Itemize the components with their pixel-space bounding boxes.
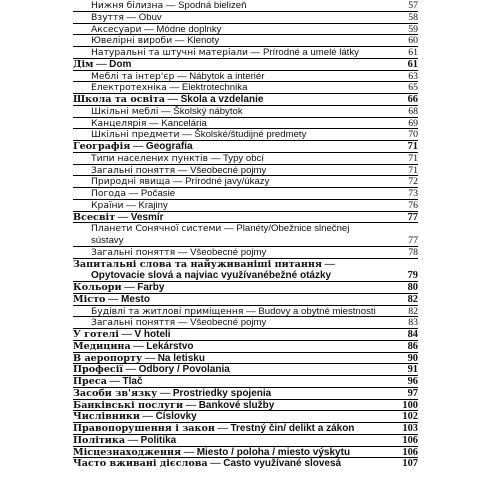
dash-separator: — (243, 305, 259, 317)
toc-entry-label (91, 200, 398, 212)
dash-separator: — (121, 282, 138, 293)
page-number: 84 (407, 329, 418, 340)
dash-separator: — (181, 446, 197, 458)
slovak-term: Vesmír (130, 211, 164, 223)
toc-section-entry (73, 447, 418, 459)
page-number: 82 (408, 305, 418, 317)
ukrainian-term: Кольори (73, 282, 122, 293)
ukrainian-term: Природні явища (91, 176, 171, 188)
page-number: 72 (408, 176, 418, 188)
page-number: 58 (408, 11, 418, 23)
toc-subsection-entry (73, 47, 418, 59)
page-number: 106 (402, 434, 418, 446)
slovak-term: Školský nábytok (173, 105, 243, 117)
toc-entry-label (73, 259, 398, 282)
slovak-term: Tlač (122, 376, 143, 387)
ukrainian-term: Місто (73, 293, 106, 305)
toc-entry-label (91, 153, 398, 165)
slovak-term: Spodná bielizeň (178, 0, 247, 11)
page-number: 77 (407, 211, 418, 223)
slovak-term: Prostriedky spojenia (172, 387, 272, 399)
toc-section-entry (73, 364, 418, 376)
ukrainian-term: Числівники (73, 411, 140, 423)
toc-entry-label (73, 400, 398, 412)
toc-entry-label (91, 223, 398, 246)
toc-entry-label (73, 141, 398, 153)
slovak-term: Prírodné javy/úkazy (185, 176, 270, 188)
dash-separator: — (163, 0, 179, 11)
dash-separator: — (214, 423, 231, 434)
ukrainian-term: Медицина (73, 340, 131, 352)
toc-entry-label (73, 294, 398, 306)
slovak-term: Všeobecné pojmy (190, 246, 267, 258)
toc-section-entry (73, 282, 418, 294)
ukrainian-term: Всесвіт (73, 211, 116, 223)
page-number: 69 (408, 117, 418, 129)
page-number: 80 (407, 282, 418, 293)
slovak-term: Všeobecné pojmy (190, 164, 267, 176)
dash-separator: — (142, 352, 158, 364)
page-number: 96 (407, 376, 418, 387)
slovak-term: Krajiny (138, 199, 168, 211)
dash-separator: — (125, 188, 141, 199)
ukrainian-term: Преса (73, 376, 107, 387)
toc-section-entry (73, 212, 418, 224)
dash-separator: — (130, 340, 147, 352)
slovak-term: Nábytok a interiér (189, 70, 265, 82)
ukrainian-term: В аеропорту (73, 352, 143, 364)
page-number: 86 (407, 340, 418, 352)
ukrainian-term: Нижня білизна (91, 0, 164, 11)
page-number: 61 (408, 47, 418, 58)
toc-entry-label (73, 59, 398, 71)
page-number: 82 (407, 293, 418, 305)
ukrainian-term: Запитальні слова та найуживаніші питання (73, 258, 323, 270)
slovak-term: Budovy a obytné miestnosti (258, 305, 376, 317)
dash-separator: — (125, 434, 141, 446)
page-number: 65 (408, 82, 418, 94)
page-number: 106 (402, 446, 418, 458)
page-number: 90 (407, 352, 418, 364)
toc-entry-label (91, 247, 398, 259)
dash-separator: — (115, 211, 131, 223)
slovak-term: Na letisku (157, 352, 205, 364)
page-number: 77 (408, 235, 418, 246)
dash-separator: — (146, 117, 162, 129)
toc-entry-label (73, 458, 398, 470)
slovak-term: Mesto (121, 293, 150, 305)
slovak-term: Miesto / poloha / miesto výskytu (196, 446, 351, 458)
slovak-term-continued: sústavy (91, 234, 124, 246)
ukrainian-term: Типи населених пунктів (91, 152, 209, 164)
toc-subsection-entry (73, 118, 418, 130)
toc-entry-label (91, 82, 398, 94)
toc-entry-label (91, 35, 398, 47)
toc-entry-label (73, 423, 398, 435)
toc-entry-label (73, 353, 398, 365)
dash-separator: — (175, 164, 191, 176)
dash-separator: — (208, 152, 223, 164)
toc-section-entry (73, 411, 418, 423)
page-number: 78 (408, 246, 418, 258)
slovak-term: Farby (137, 282, 165, 293)
dash-separator: — (248, 47, 263, 58)
ukrainian-term: Школа та освіта (73, 94, 166, 105)
toc-subsection-entry (73, 200, 418, 212)
toc-entry-label (73, 376, 398, 388)
dash-separator: — (179, 129, 195, 141)
slovak-term: Obuv (138, 11, 162, 23)
toc-section-entry (73, 341, 418, 353)
dash-separator: — (175, 317, 191, 329)
ukrainian-term: Аксесуари (91, 23, 142, 35)
dash-separator: — (322, 258, 336, 270)
dash-separator: — (157, 387, 173, 399)
toc-section-entry (73, 294, 418, 306)
dash-separator: — (158, 105, 174, 117)
dash-separator: — (130, 141, 146, 152)
slovak-term: Trestný čin/ delikt a zákon (230, 423, 355, 434)
toc-entry-label (73, 447, 398, 459)
toc-subsection-entry (73, 0, 418, 12)
ukrainian-term: Країни (91, 199, 124, 211)
ukrainian-term: Банківські послуги (73, 399, 184, 411)
page-number: 102 (402, 411, 418, 423)
dash-separator: — (93, 58, 110, 70)
ukrainian-term: Меблі та інтер'єр (91, 70, 175, 82)
page-number: 66 (407, 94, 418, 105)
dash-separator: — (123, 364, 139, 376)
toc-entry-label (91, 165, 398, 177)
dash-separator: — (166, 82, 182, 94)
toc-section-entry (73, 329, 418, 341)
toc-entry-label (91, 47, 398, 59)
ukrainian-term: Ювелірні вироби (91, 35, 173, 47)
ukrainian-term: Погода (91, 188, 126, 199)
dash-separator: — (170, 176, 186, 188)
toc-entry-label (91, 188, 398, 200)
toc-section-entry (73, 59, 418, 71)
page-number: 107 (402, 458, 418, 470)
ukrainian-term: Шкільні предмети (91, 129, 180, 141)
toc-subsection-entry (73, 24, 418, 36)
page-number: 71 (408, 152, 418, 164)
toc-entry-label (91, 129, 398, 141)
dash-separator: — (221, 223, 237, 235)
ukrainian-term: Місцезнаходження (73, 446, 182, 458)
ukrainian-term: Канцелярія (91, 117, 147, 129)
dash-separator: — (123, 199, 139, 211)
toc-section-entry (73, 94, 418, 106)
ukrainian-term: Планети Сонячної системи (91, 223, 222, 235)
toc-subsection-entry (73, 317, 418, 329)
dash-separator: — (165, 94, 181, 105)
toc-entry-label (91, 176, 398, 188)
ukrainian-term: У готелі (73, 329, 119, 340)
slovak-term: Školské/študijné predmety (194, 129, 307, 141)
dash-separator: — (172, 35, 188, 47)
slovak-term-continued: Opytovacie slová a najviac využívanébežné otázky (91, 270, 332, 282)
toc-section-entry (73, 141, 418, 153)
slovak-term: V hoteli (134, 329, 171, 340)
toc-entry-label (91, 306, 398, 318)
toc-subsection-entry (73, 247, 418, 259)
toc-section-entry (73, 388, 418, 400)
page-number: 71 (407, 141, 418, 152)
toc-subsection-entry (73, 153, 418, 165)
toc-entry-label (73, 341, 398, 353)
slovak-term: Politika (140, 434, 177, 446)
slovak-term: Planéty/Obežnice slnečnej (236, 223, 350, 235)
dash-separator: — (106, 376, 123, 387)
toc-entry-label (73, 435, 398, 447)
dash-separator: — (207, 458, 224, 470)
page-number: 71 (408, 164, 418, 176)
toc-subsection-entry (73, 306, 418, 318)
page-number: 59 (408, 23, 418, 35)
toc-entry-label (91, 118, 398, 130)
slovak-term: Číslovky (155, 411, 197, 423)
toc-entry-label (91, 24, 398, 36)
toc-subsection-entry (73, 35, 418, 47)
toc-entry-label (91, 317, 398, 329)
dash-separator: — (175, 246, 191, 258)
ukrainian-term: Шкільні меблі (91, 105, 159, 117)
page-number: 61 (407, 58, 418, 70)
slovak-term: Často využívané slovesá (223, 458, 342, 470)
toc-entry-label (73, 282, 398, 294)
ukrainian-term: Взуття (91, 11, 124, 23)
slovak-term: Elektrotechnika (181, 82, 248, 94)
toc-entry-label (91, 12, 398, 24)
slovak-term: Bankové služby (198, 399, 275, 411)
toc-entry-label (91, 106, 398, 118)
page-number: 91 (407, 364, 418, 376)
page-number: 68 (408, 105, 418, 117)
page-number: 103 (402, 423, 418, 434)
toc-subsection-entry (73, 188, 418, 200)
toc-subsection-entry (73, 165, 418, 177)
ukrainian-term: Дім (73, 58, 94, 70)
page-number: 76 (408, 199, 418, 211)
dash-separator: — (174, 70, 190, 82)
dash-separator: — (123, 11, 139, 23)
toc-section-entry (73, 423, 418, 435)
toc-subsection-entry (73, 12, 418, 24)
toc-subsection-entry (73, 223, 418, 247)
ukrainian-term: Електротехніка (91, 82, 167, 94)
toc-entry-label (73, 388, 398, 400)
toc-subsection-entry (73, 71, 418, 83)
ukrainian-term: Будівлі та житлові приміщення (91, 305, 244, 317)
page-number: 73 (408, 188, 418, 199)
slovak-term: Klenoty (187, 35, 220, 47)
toc-entry-label (73, 94, 398, 106)
slovak-term: Typy obcí (222, 152, 265, 164)
slovak-term: Dom (109, 58, 132, 70)
toc-section-entry (73, 376, 418, 388)
table-of-contents (73, 0, 418, 470)
slovak-term: Módne doplnky (156, 23, 222, 35)
page-number: 79 (407, 270, 418, 282)
ukrainian-term: Географія (73, 141, 131, 152)
ukrainian-term: Правопорушення і закон (73, 423, 215, 434)
toc-section-entry (73, 353, 418, 365)
slovak-term: Kancelária (161, 117, 207, 129)
toc-entry-label (73, 329, 398, 341)
toc-entry-label (91, 0, 398, 12)
slovak-term: Škola a vzdelanie (180, 94, 264, 105)
toc-subsection-entry (73, 129, 418, 141)
toc-entry-label (91, 71, 398, 83)
ukrainian-term: Натуральні та штучні матеріали (91, 47, 248, 58)
slovak-term: Počasie (140, 188, 176, 199)
slovak-term: Prírodné a umelé látky (262, 47, 359, 58)
slovak-term: Odbory / Povolania (138, 364, 230, 376)
toc-entry-label (73, 411, 398, 423)
toc-section-entry (73, 435, 418, 447)
slovak-term: Geografia (145, 141, 193, 152)
dash-separator: — (183, 399, 199, 411)
dash-separator: — (105, 293, 122, 305)
ukrainian-term: Засоби зв'язку (73, 387, 158, 399)
ukrainian-term: Загальні поняття (91, 317, 176, 329)
slovak-term: Všeobecné pojmy (190, 317, 267, 329)
toc-subsection-entry (73, 82, 418, 94)
page-number: 70 (408, 129, 418, 141)
toc-section-entry (73, 259, 418, 283)
dash-separator: — (141, 23, 157, 35)
page-number: 83 (408, 317, 418, 329)
ukrainian-term: Часто вживані дієслова (73, 458, 208, 470)
toc-entry-label (73, 212, 398, 224)
ukrainian-term: Загальні поняття (91, 164, 176, 176)
ukrainian-term: Загальні поняття (91, 246, 176, 258)
page-number: 63 (408, 70, 418, 82)
page-number: 100 (402, 399, 418, 411)
dash-separator: — (139, 411, 156, 423)
toc-section-entry (73, 458, 418, 470)
slovak-term: Lekárstvo (146, 340, 194, 352)
dash-separator: — (118, 329, 135, 340)
ukrainian-term: Політика (73, 434, 126, 446)
toc-subsection-entry (73, 176, 418, 188)
page-number: 60 (408, 35, 418, 47)
page-number: 97 (407, 387, 418, 399)
toc-section-entry (73, 400, 418, 412)
page-number: 57 (408, 0, 418, 11)
toc-subsection-entry (73, 106, 418, 118)
toc-entry-label (73, 364, 398, 376)
ukrainian-term: Професії (73, 364, 124, 376)
